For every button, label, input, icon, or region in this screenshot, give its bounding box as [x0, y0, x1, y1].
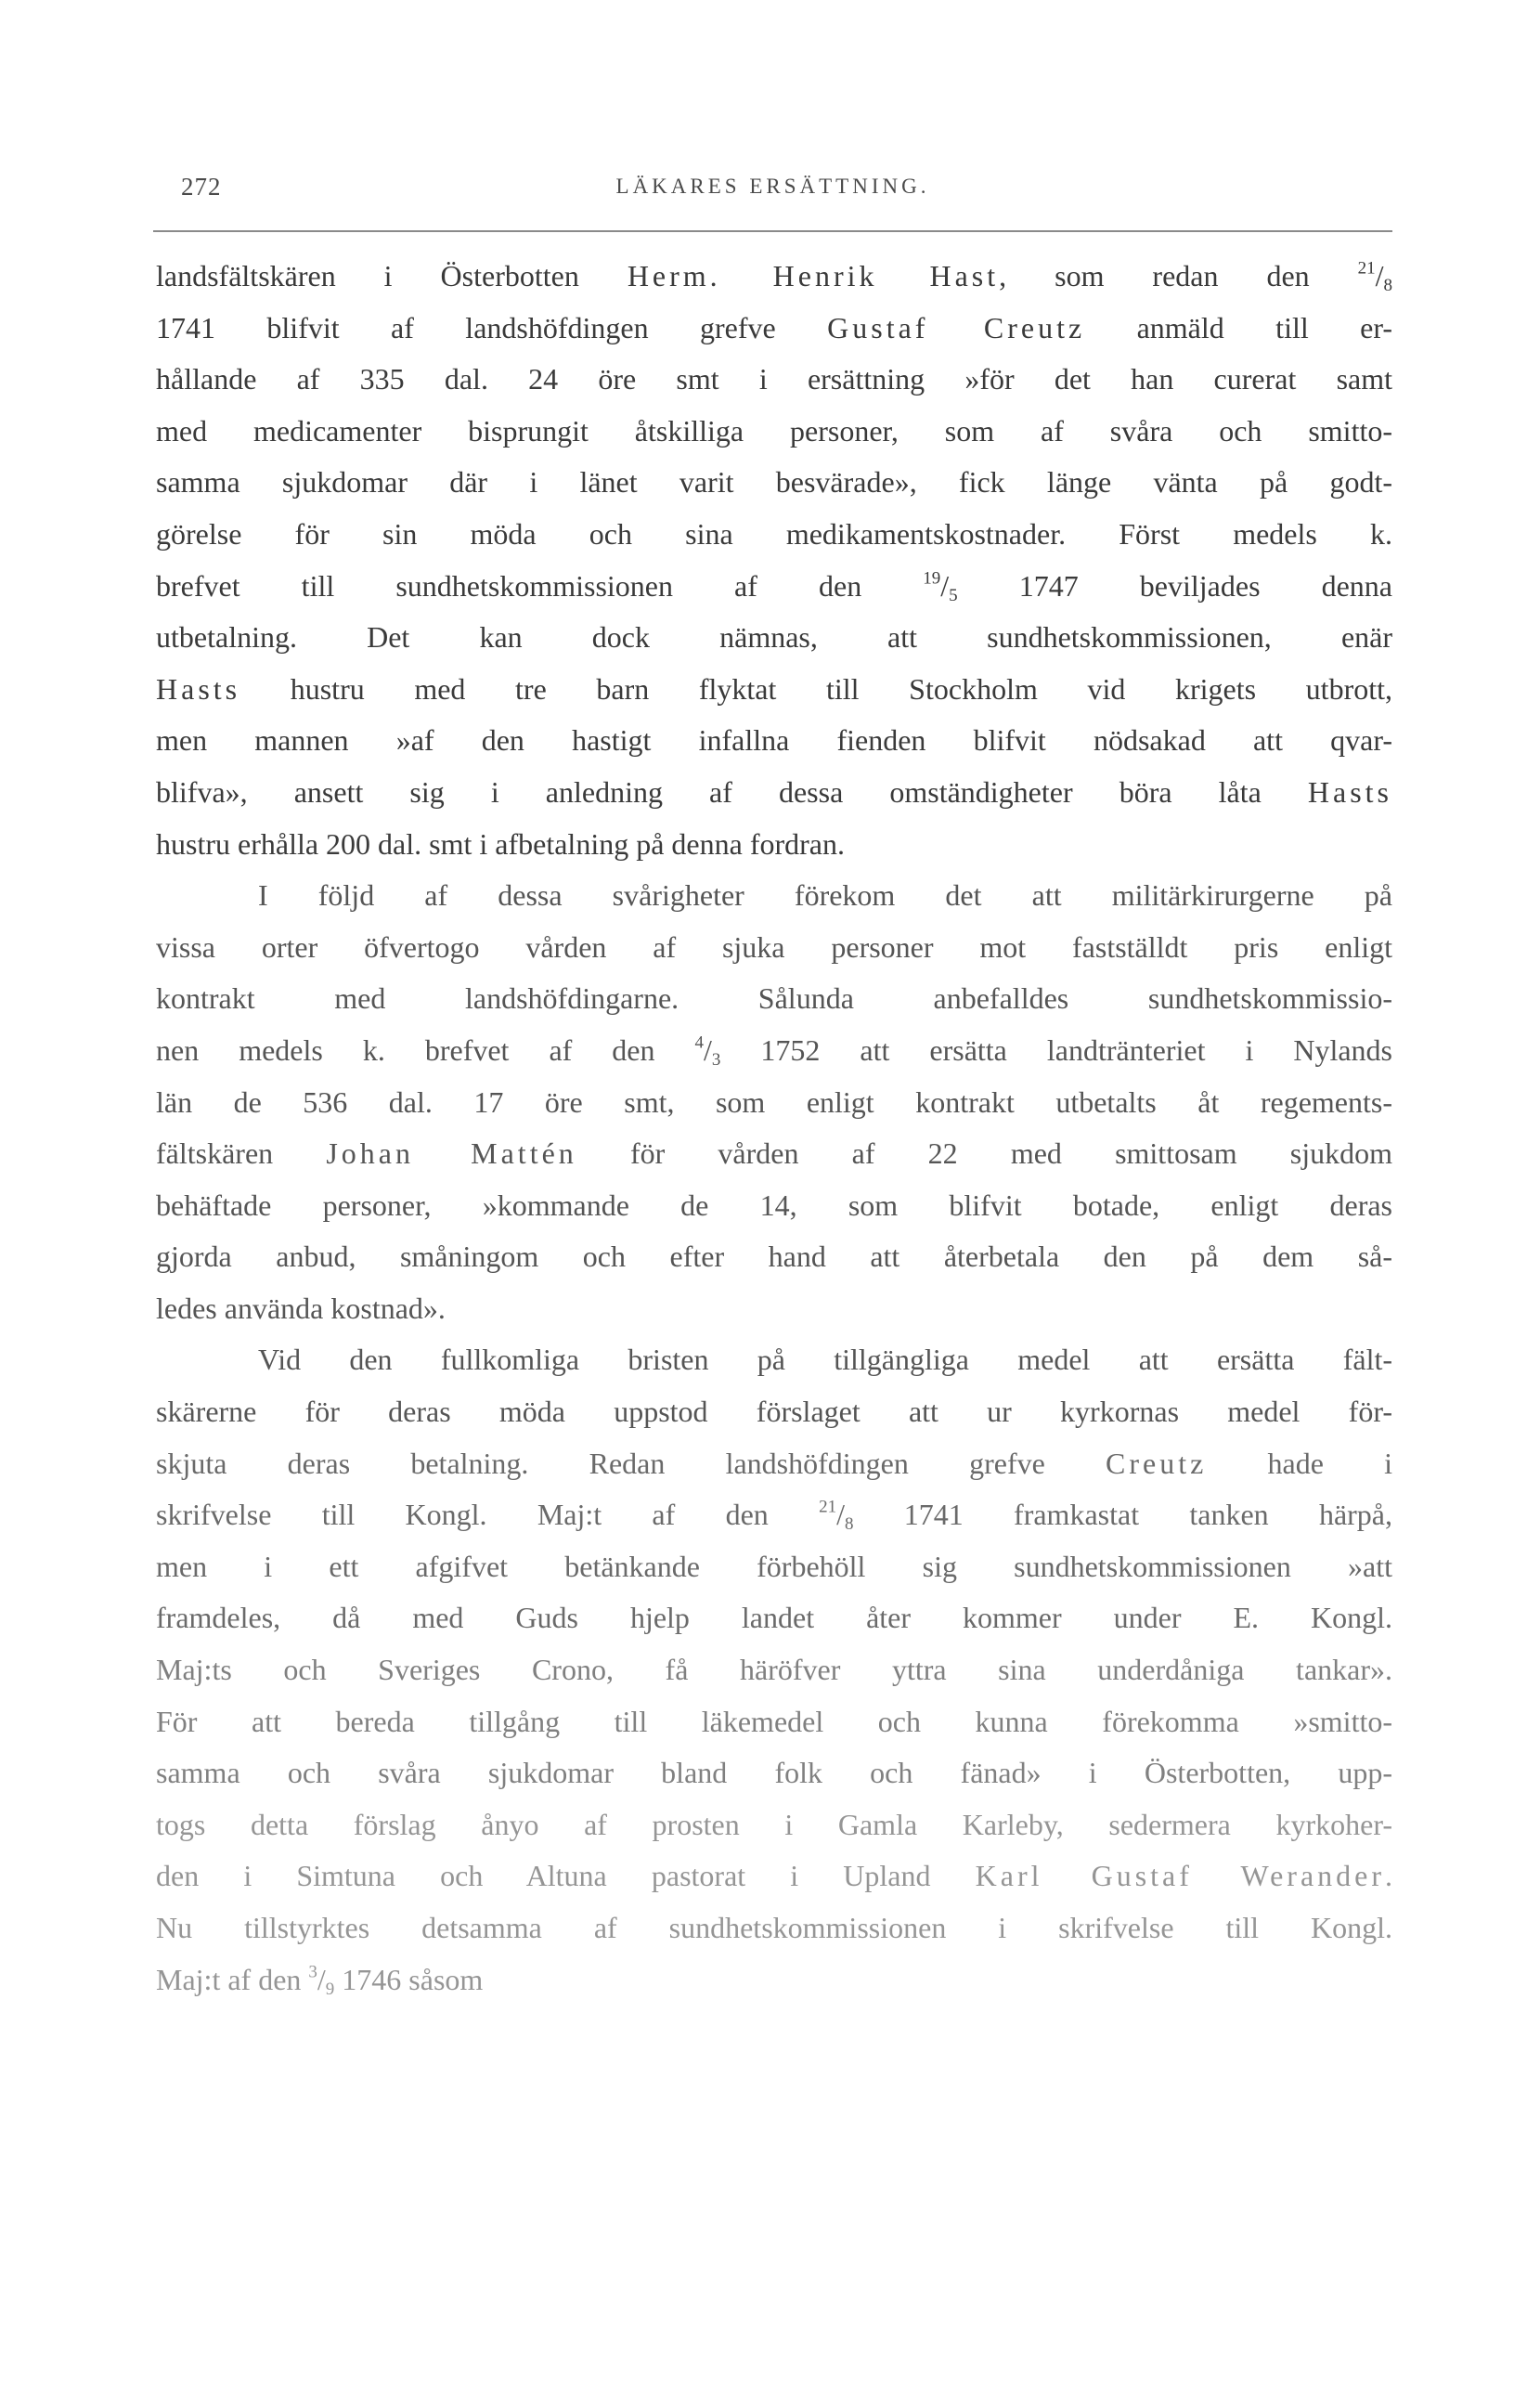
line-text: 1746 såsom — [334, 1962, 484, 1996]
line-text: behäftade personer, »kommande de 14, som blifvit botade, enligt deras — [156, 1188, 1392, 1222]
fraction-slash: / — [317, 1962, 326, 1996]
fraction-month: 5 — [949, 585, 958, 605]
text-line — [156, 819, 1392, 871]
date-fraction — [923, 569, 957, 603]
line-text: , som redan den — [999, 259, 1358, 292]
fraction-slash: / — [1375, 259, 1384, 292]
text-line — [156, 1386, 1392, 1438]
line-text: hållande af 335 dal. 24 öre smt i ersättning »för det han curerat samt — [156, 362, 1392, 396]
date-fraction — [308, 1962, 335, 1999]
text-line — [156, 1696, 1392, 1748]
text-line — [156, 303, 1392, 355]
line-text: men i ett afgifvet betänkande förbehöll sig sundhetskommissionen »att — [156, 1549, 1392, 1583]
text-line — [156, 1850, 1392, 1902]
line-text: 1747 beviljades denna — [957, 568, 1393, 603]
line-text: samma sjukdomar där i länet varit besvärade», fick länge vänta på godt- — [156, 465, 1392, 500]
line-text: skärerne för deras möda uppstod förslaget att ur kyrkornas medel för- — [156, 1395, 1392, 1429]
line-text: hustru erhålla 200 dal. smt i afbetalning på denna fordran. — [156, 826, 845, 861]
line-text: för vården af 22 med smittosam sjukdom — [576, 1136, 1393, 1171]
line-text: den i Simtuna och Altuna pastorat i Upland — [156, 1859, 976, 1893]
line-text: brefvet till sundhetskommissionen af den — [156, 568, 924, 603]
line-text: samma och svåra sjukdomar bland folk och fänad» i Österbotten, upp- — [156, 1756, 1392, 1790]
fraction-slash: / — [704, 1032, 712, 1067]
text-line — [156, 1283, 1392, 1335]
line-text: Maj:ts och Sveriges Crono, få häröfver yttra sina underdåniga tankar». — [156, 1653, 1392, 1687]
text-line — [156, 1334, 1392, 1386]
line-text: med medicamenter bisprungit åtskilliga personer, som af svåra och smitto- — [156, 413, 1392, 448]
line-text: utbetalning. Det kan dock nämnas, att sundhetskommissionen, enär — [156, 620, 1392, 655]
text-line — [156, 870, 1392, 922]
text-line — [156, 1180, 1392, 1232]
line-text: skrifvelse till Kongl. Maj:t af den — [156, 1498, 820, 1532]
text-line — [156, 1025, 1392, 1077]
text-line — [156, 664, 1392, 716]
text-line — [156, 1541, 1392, 1593]
fraction-day: 21 — [819, 1497, 837, 1517]
line-text: Maj:t af den — [156, 1962, 309, 1996]
line-text: blifva», ansett sig i anledning af dessa omständigheter böra låta — [156, 774, 1308, 809]
text-line — [156, 1644, 1392, 1696]
text-line — [156, 509, 1392, 561]
text-line — [156, 1902, 1392, 1954]
line-text: nen medels k. brefvet af den — [156, 1032, 695, 1067]
line-text: kontrakt med landshöfdingarne. Sålunda anbefalldes sundhetskommissio- — [156, 981, 1392, 1016]
text-line — [156, 457, 1392, 509]
date-fraction — [1357, 258, 1393, 295]
personal-name: Herm. Henrik Hast — [627, 259, 1000, 292]
line-text: görelse för sin möda och sina medikamentskostnader. Först medels k. — [156, 516, 1392, 551]
running-title: LÄKARES ERSÄTTNING. — [615, 175, 930, 198]
personal-name: Karl Gustaf Werander — [975, 1859, 1386, 1893]
text-line — [156, 612, 1392, 664]
page-header — [153, 173, 1392, 210]
fraction-month: 8 — [1383, 275, 1393, 295]
personal-name: Johan Mattén — [326, 1136, 577, 1171]
text-line — [156, 1799, 1392, 1851]
line-text: landsfältskären i Österbotten — [156, 259, 628, 292]
line-text: hade i — [1207, 1446, 1393, 1480]
line-text: framdeles, då med Guds hjelp landet åter kommer under E. Kongl. — [156, 1601, 1392, 1635]
fraction-slash: / — [836, 1498, 845, 1532]
line-text: men mannen »af den hastigt infallna fienden blifvit nödsakad att qvar- — [156, 723, 1392, 758]
personal-name: Creutz — [1106, 1446, 1208, 1480]
text-line — [156, 251, 1392, 303]
line-text: ledes använda kostnad». — [156, 1291, 446, 1325]
line-text: För att bereda tillgång till läkemedel och kunna förekomma »smitto- — [156, 1704, 1392, 1738]
text-line — [156, 922, 1392, 974]
line-text: togs detta förslag ånyo af prosten i Gamla Karleby, sedermera kyrkoher- — [156, 1807, 1392, 1841]
fraction-day: 21 — [1357, 258, 1376, 279]
line-text: vissa orter öfvertogo vården af sjuka personer mot fastställdt pris enligt — [156, 929, 1392, 964]
text-line — [156, 406, 1392, 458]
personal-name: Hasts — [156, 671, 241, 706]
text-line — [156, 1747, 1392, 1799]
line-text: 1741 blifvit af landshöfdingen grefve — [156, 310, 828, 344]
text-line — [156, 1592, 1392, 1644]
fraction-month: 8 — [844, 1514, 854, 1534]
line-text: . — [1385, 1859, 1393, 1893]
text-line — [156, 354, 1392, 406]
line-text: län de 536 dal. 17 öre smt, som enligt kontrakt utbetalts åt regements- — [156, 1084, 1392, 1119]
text-line — [156, 715, 1392, 767]
text-line — [156, 1954, 1392, 2006]
header-rule — [153, 230, 1392, 232]
line-text: Vid den fullkomliga bristen på tillgängliga medel att ersätta fält- — [258, 1343, 1392, 1377]
text-line — [156, 1489, 1392, 1541]
line-text: 1741 framkastat tanken härpå, — [853, 1498, 1393, 1532]
body-text — [156, 251, 1392, 2006]
text-line — [156, 561, 1392, 613]
text-line — [156, 1128, 1392, 1180]
fraction-day: 3 — [308, 1962, 317, 1982]
fraction-month: 3 — [711, 1049, 721, 1070]
line-text: gjorda anbud, småningom och efter hand att återbetala den på dem så- — [156, 1240, 1392, 1274]
personal-name: Hasts — [1307, 774, 1392, 809]
personal-name: Gustaf Creutz — [827, 310, 1086, 344]
fraction-day: 19 — [923, 568, 941, 589]
page-number: 272 — [181, 173, 222, 201]
line-text: I följd af dessa svårigheter förekom det att militärkirurgerne på — [258, 878, 1392, 913]
line-text: fältskären — [156, 1136, 327, 1171]
line-text: hustru med tre barn flyktat till Stockholm vid krigets utbrott, — [240, 671, 1392, 706]
line-text: 1752 att ersätta landtränteriet i Nylands — [720, 1032, 1393, 1067]
line-text: Nu tillstyrktes detsamma af sundhetskommissionen i skrifvelse till Kongl. — [156, 1911, 1392, 1944]
text-line — [156, 973, 1392, 1025]
text-line — [156, 1438, 1392, 1490]
line-text: skjuta deras betalning. Redan landshöfdingen grefve — [156, 1446, 1106, 1480]
date-fraction — [694, 1032, 721, 1070]
fraction-month: 9 — [325, 1979, 335, 1999]
fraction-slash: / — [940, 568, 950, 603]
text-line — [156, 1231, 1392, 1283]
text-line — [156, 767, 1392, 819]
text-line — [156, 1077, 1392, 1129]
line-text: anmäld till er- — [1085, 310, 1393, 344]
fraction-day: 4 — [694, 1032, 705, 1053]
date-fraction — [819, 1497, 854, 1534]
